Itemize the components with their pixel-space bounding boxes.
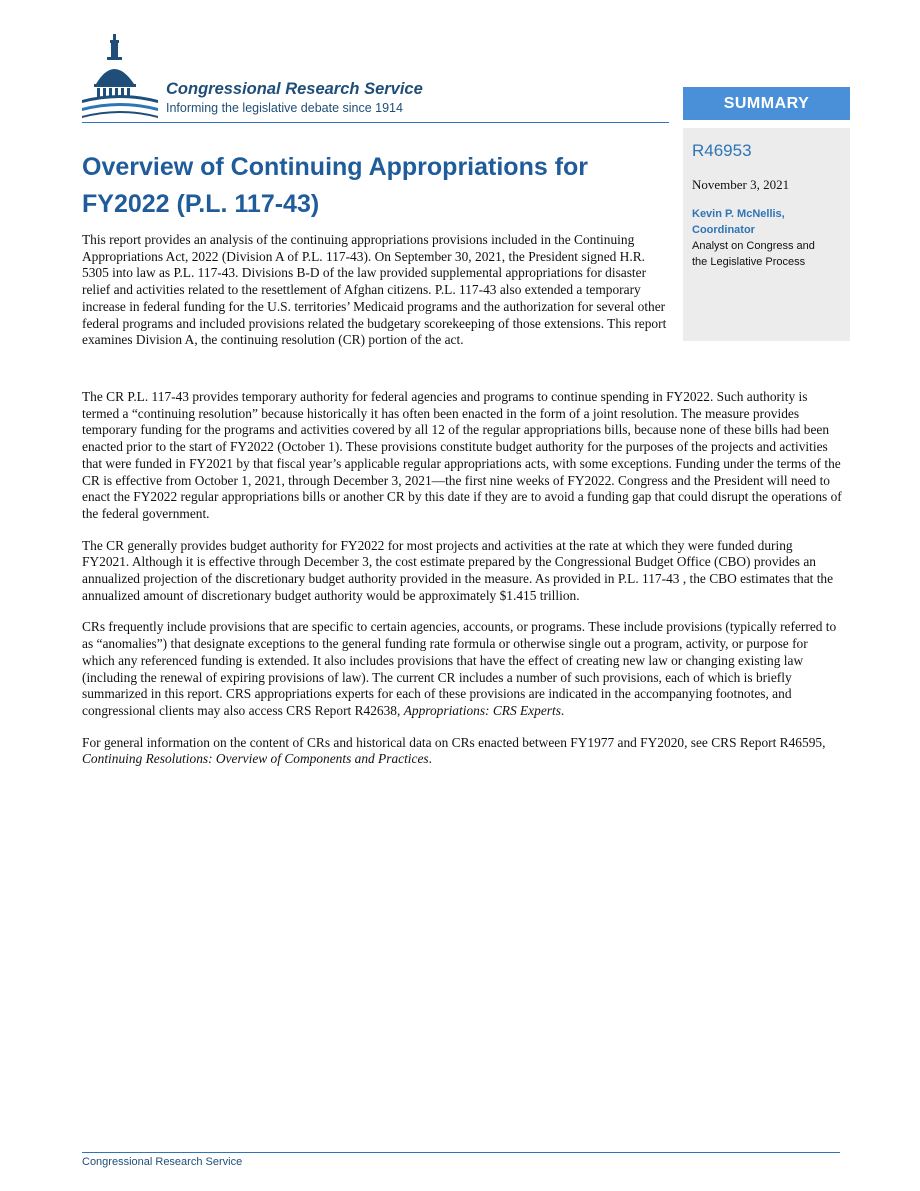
body-paragraph-3 (82, 619, 842, 719)
body-paragraph-2: The CR generally provides budget authority for FY2022 for most projects and activities at the rate at which they were funded during FY2021. Although it is effective through December 3, the cost estimate prepared by the Congressional Budget Office (CBO) provides an annualized projection of the discretionary budget authority provided in the measure. As provided in P.L. 117-43 , the CBO estimates that the annualized amount of discretionary budget authority would be approximately $1.415 trillion. (82, 537, 834, 603)
author-role: Coordinator (692, 224, 755, 236)
capitol-dome-icon (80, 34, 160, 122)
org-name: Congressional Research Service (166, 80, 423, 98)
summary-sidebar (683, 128, 850, 341)
summary-body (82, 389, 842, 783)
author-title-line-2: the Legislative Process (692, 256, 806, 268)
report-reference-crs-experts: Appropriations: CRS Experts (403, 702, 561, 718)
body-paragraph-3-text: CRs frequently include provisions that are specific to certain agencies, accounts, or programs. These include provisions (typically referred to as “anomalies”) that designate exceptions to the general funding rate formula or otherwise single out a program, activity, or purpose for which any referenced funding is extended. It also includes provisions that have the effect of creating new law or changing existing law (including the renewal of expiring provisions of law). The current CR includes a number of such provisions, each of which is briefly summarized in this report. CRS appropriations experts for each of these provisions are indicated in the accompanying footnotes, and congressional clients may also access CRS Report R42638, (82, 619, 837, 718)
crs-logo (80, 34, 480, 122)
author-title-line-1: Analyst on Congress and (692, 240, 815, 252)
summary-label: SUMMARY (683, 87, 850, 120)
footer-org-name: Congressional Research Service (82, 1156, 243, 1168)
body-paragraph-1: The CR P.L. 117-43 provides temporary authority for federal agencies and programs to continue spending in FY2022. Such authority is termed a “continuing resolution” because historically it has often been enacted in the form of a joint resolution. The measure provides temporary funding for the programs and activities covered by all 12 of the regular appropriations bills, because none of these bills had been enacted prior to the start of FY2022 (October 1). These provisions constitute budget authority for the purposes of the projects and activities that were funded in FY2021 by that fiscal year’s applicable regular appropriations acts, with some exceptions. Funding under the terms of the CR is effective from October 1, 2021, through December 3, 2021—the first nine weeks of FY2022. Congress and the President will need to enact the FY2022 regular appropriations bills or another CR by this date if they are to avoid a funding gap that could disrupt the operations of the federal government. (82, 389, 842, 521)
intro-paragraph: This report provides an analysis of the continuing appropriations provisions included in the Continuing Appropriations Act, 2022 (Division A of P.L. 117-43). On September 30, 2021, the President signed H.R. 5305 into law as P.L. 117-43. Divisions B-D of the law provided supplemental appropriations for disaster relief and activities related to the resettlement of Afghan citizens. P.L. 117-43 also extended a temporary increase in federal funding for the U.S. territories’ Medicaid programs and the authorization for several other federal programs and included provisions related the budgetary scorekeeping of those extensions. This report examines Division A, the continuing resolution (CR) portion of the act. (82, 232, 667, 348)
body-paragraph-4 (82, 735, 842, 768)
footer-divider (82, 1152, 840, 1153)
header-divider (82, 122, 669, 123)
body-paragraph-3-end: . (560, 702, 565, 718)
body-paragraph-4-text: For general information on the content of CRs and historical data on CRs enacted between FY1977 and FY2020, see CRS Report R46595, (82, 734, 826, 750)
report-number: R46953 (692, 141, 752, 160)
report-date: November 3, 2021 (692, 177, 790, 192)
page-title: Overview of Continuing Appropriations for FY2022 (P.L. 117-43) (82, 153, 589, 218)
org-tagline: Informing the legislative debate since 1914 (166, 101, 403, 115)
report-reference-continuing-resolutions: Continuing Resolutions: Overview of Components and Practices (82, 751, 429, 767)
body-paragraph-4-end: . (428, 751, 432, 767)
author-name: Kevin P. McNellis, (692, 208, 785, 220)
